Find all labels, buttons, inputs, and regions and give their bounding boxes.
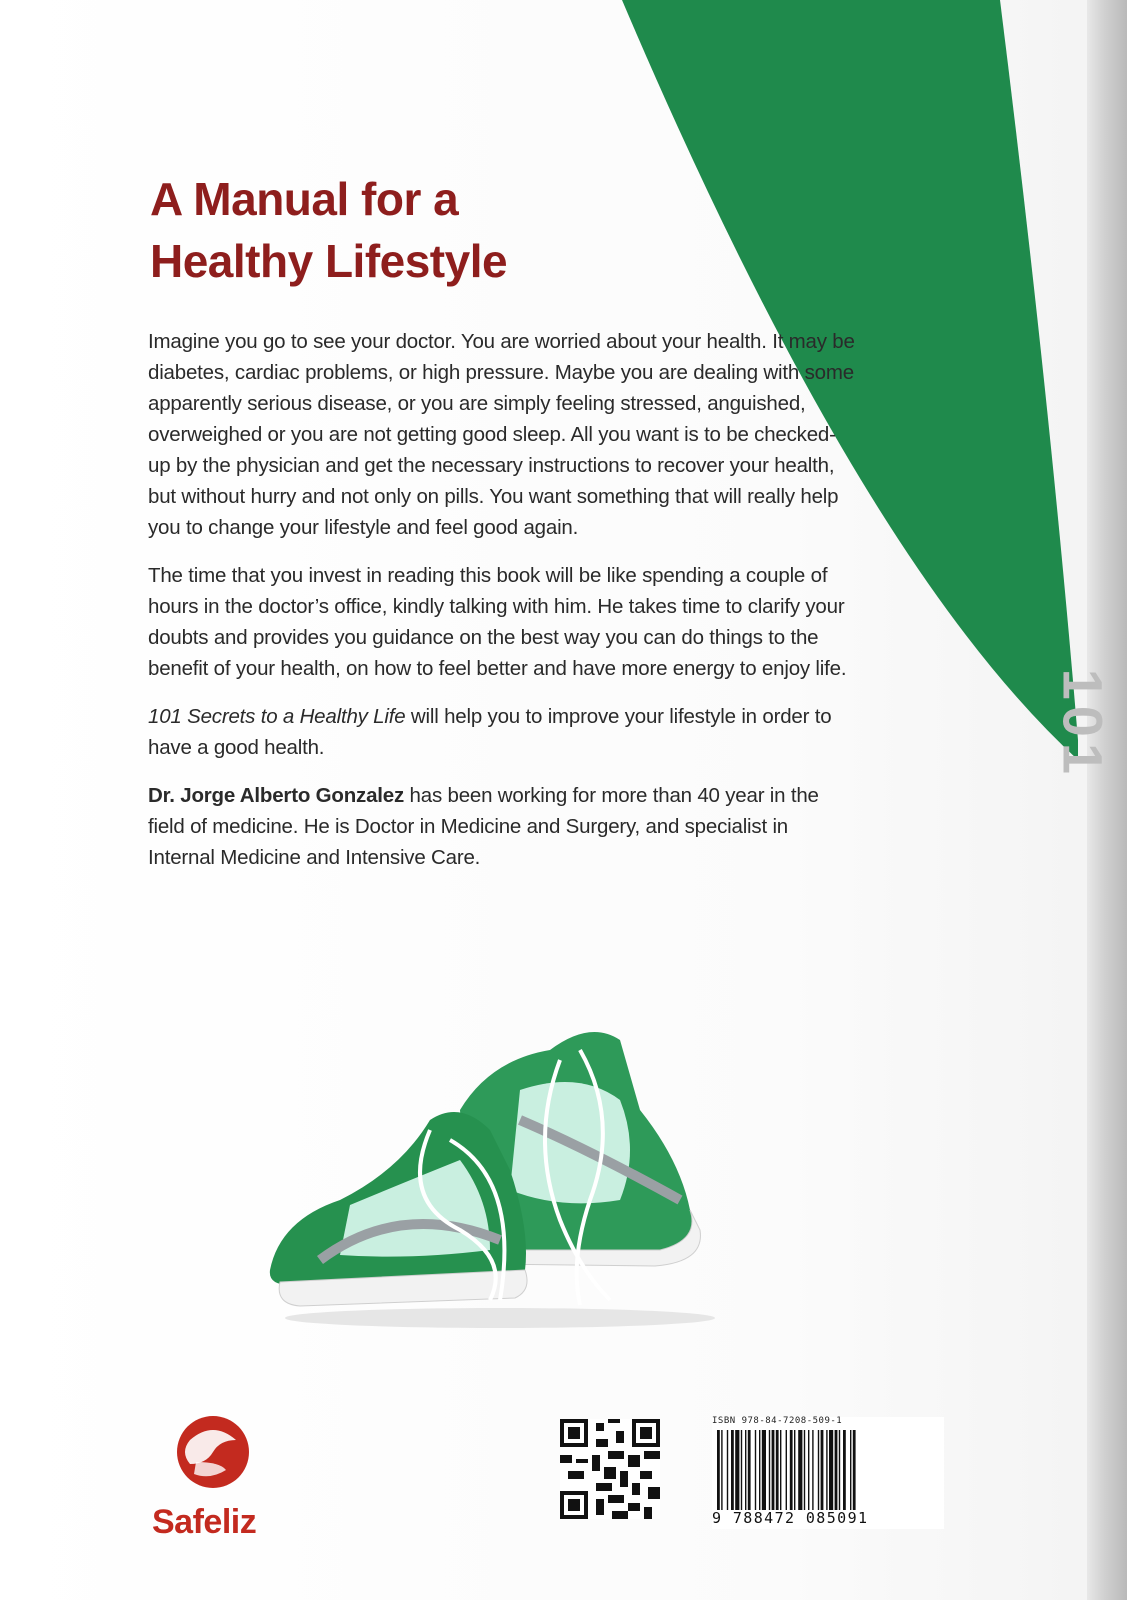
barcode-icon xyxy=(715,1430,939,1510)
cover-title xyxy=(150,168,670,292)
author-bio xyxy=(148,780,858,873)
isbn-label: ISBN 978-84-7208-509-1 xyxy=(712,1416,843,1426)
book-spine xyxy=(1087,0,1127,1600)
blurb-paragraph-3 xyxy=(148,701,858,763)
title-line-1: A Manual for a xyxy=(150,173,459,225)
blurb-paragraph-3-rest: will help you to improve your lifestyle in order to have a good health. xyxy=(148,705,832,759)
author-bio-rest: has been working for more than 40 year in the field of medicine. He is Doctor in Medicine and Surgery, and specialist in Internal Medicine and Intensive Care. xyxy=(148,784,819,869)
blurb-paragraph-1: Imagine you go to see your doctor. You are worried about your health. It may be diabetes, cardiac problems, or high pressure. Maybe you are dealing with some apparently serious disease, or you are simply feeling stressed, anguished, overweighed or you are not getting good sleep. All you want is to be checked-up by the physician and get the necessary instructions to recover your health, but without hurry and not only on pills. You want something that will really help you to change your lifestyle and feel good again. xyxy=(148,330,855,539)
author-name: Dr. Jorge Alberto Gonzalez xyxy=(148,784,405,807)
barcode-digits: 9 788472 085091 xyxy=(712,1509,869,1527)
publisher-name: Safeliz xyxy=(152,1503,257,1541)
book-title-italic: 101 Secrets to a Healthy Life xyxy=(148,705,406,728)
qr-code-icon xyxy=(560,1419,660,1519)
running-shoes-image xyxy=(260,1000,740,1330)
spine-text: 101 xyxy=(1051,668,1114,780)
blurb-paragraph-2: The time that you invest in reading this book will be like spending a couple of hours in the doctor’s office, kindly talking with him. He takes time to clarify your doubts and provides you guidance on the best way you can do things to the benefit of your health, on how to feel better and have more energy to enjoy life. xyxy=(148,564,847,680)
blurb-text xyxy=(148,326,858,890)
title-line-2: Healthy Lifestyle xyxy=(150,235,508,287)
